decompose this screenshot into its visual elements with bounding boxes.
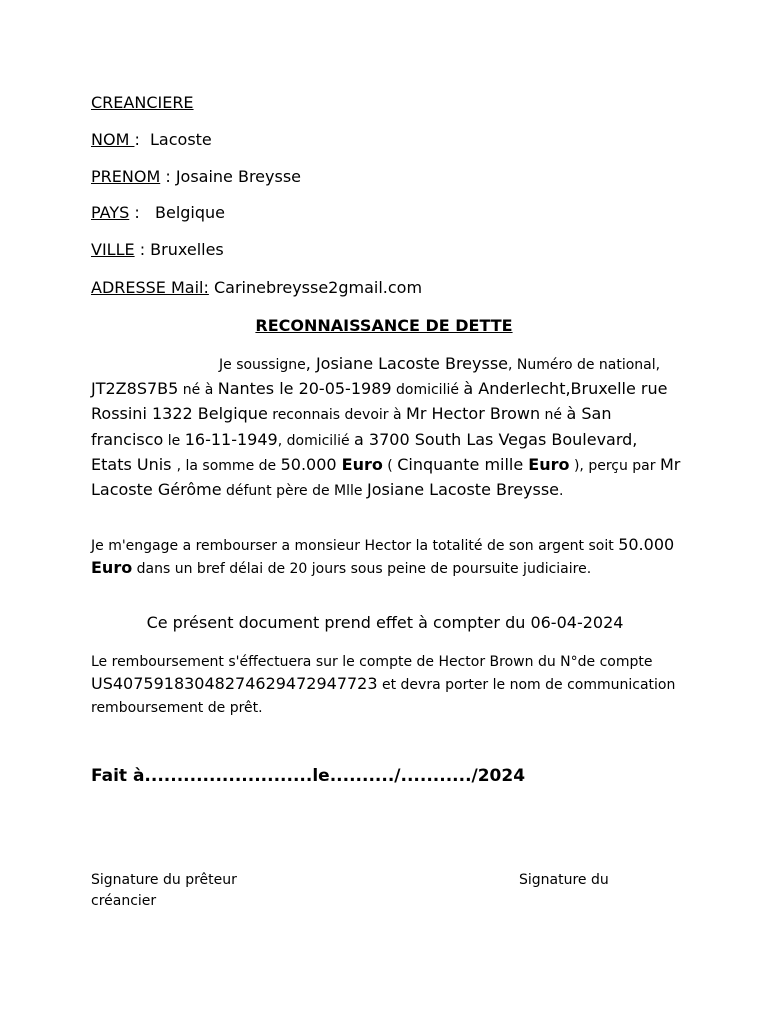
- amount-words: Cinquante mille: [397, 454, 529, 474]
- received-by-name: Mr Lacoste Gérôme: [91, 454, 681, 500]
- daughter-name: Josiane Lacoste Breysse: [366, 480, 560, 500]
- paragraph-repayment: [91, 650, 681, 719]
- paragraph-debt-acknowledgement: [91, 352, 681, 503]
- mail-value: Carinebreysse2gmail.com: [208, 278, 423, 297]
- effective-date-line: Ce présent document prend effet à compter du 06-04-2024: [146, 613, 624, 632]
- pays-value: Belgique: [155, 203, 226, 222]
- debtor-address: à Anderlecht,Bruxelle rue Rossini 1322 Belgique: [91, 379, 668, 424]
- account-number: US40759183048274629472947723: [91, 674, 378, 693]
- text-run: né: [540, 407, 567, 424]
- nom-separator: :: [134, 130, 151, 149]
- text-run: et devra porter le nom de communication remboursement de prêt.: [91, 677, 676, 716]
- lender-signature-label: Signature du prêteur: [91, 872, 237, 888]
- debtor-signature-label: Signature du: [519, 872, 609, 888]
- text-run: domicilié: [391, 382, 464, 399]
- amount-number: 50.000: [618, 535, 675, 554]
- nom-line: [91, 130, 212, 149]
- ville-label: VILLE: [91, 240, 135, 259]
- national-number: JT2Z8S7B5: [91, 379, 179, 399]
- text-run: , domicilié: [277, 432, 355, 449]
- creditor-name: Mr Hector Brown: [406, 404, 541, 424]
- ville-line: [91, 240, 224, 259]
- nom-label: NOM: [91, 130, 135, 149]
- prenom-line: [91, 167, 301, 186]
- creanciere-heading: CREANCIERE: [91, 93, 194, 112]
- text-run: Je soussigne: [219, 357, 306, 373]
- text-run: (: [382, 457, 398, 474]
- pays-line: [91, 203, 225, 222]
- amount-currency: Euro: [91, 558, 133, 577]
- text-run: le: [163, 432, 185, 449]
- amount-words-currency: Euro: [528, 454, 570, 474]
- document-title: RECONNAISSANCE DE DETTE: [255, 316, 513, 335]
- place-date-line: Fait à..........................le........../.........../2024: [91, 766, 526, 786]
- text-run: ), perçu par: [569, 457, 660, 474]
- pays-separator: :: [129, 203, 155, 222]
- mail-label: ADRESSE Mail:: [91, 278, 209, 297]
- text-run: Le remboursement s'éffectuera sur le compte de Hector Brown du N°de compte: [91, 654, 653, 670]
- nom-value: Lacoste: [150, 130, 212, 149]
- lender-signature-block: [91, 870, 237, 912]
- pays-label: PAYS: [91, 203, 130, 222]
- amount-number: 50.000: [280, 454, 342, 474]
- ville-value: Bruxelles: [150, 240, 224, 259]
- prenom-value: Josaine Breysse: [175, 167, 302, 186]
- lender-signature-label-line2: créancier: [91, 893, 157, 909]
- text-run: , Numéro de national,: [508, 357, 661, 373]
- text-run: dans un bref délai de 20 jours sous peine de poursuite judiciaire.: [132, 561, 592, 577]
- birth-place-date: Nantes le 20-05-1989: [217, 379, 392, 399]
- text-run: défunt père de Mlle: [221, 483, 367, 500]
- mail-line: [91, 278, 422, 297]
- prenom-separator: :: [160, 167, 176, 186]
- text-run: , la somme de: [176, 457, 281, 474]
- ville-separator: :: [134, 240, 151, 259]
- debtor-name: , Josiane Lacoste Breysse: [305, 354, 508, 373]
- creditor-address: a 3700 South Las Vegas Boulevard, Etats Unis: [91, 429, 638, 474]
- text-run: reconnais devoir à: [267, 407, 407, 424]
- creditor-birthdate: 16-11-1949: [184, 429, 278, 449]
- paragraph-commitment: [91, 534, 681, 580]
- text-run: .: [559, 483, 564, 500]
- creditor-birthplace: à San francisco: [91, 404, 612, 449]
- amount-currency: Euro: [341, 454, 383, 474]
- text-run: Je m'engage a rembourser a monsieur Hector la totalité de son argent soit: [91, 538, 619, 554]
- text-run: né à: [178, 382, 218, 399]
- prenom-label: PRENOM: [91, 167, 161, 186]
